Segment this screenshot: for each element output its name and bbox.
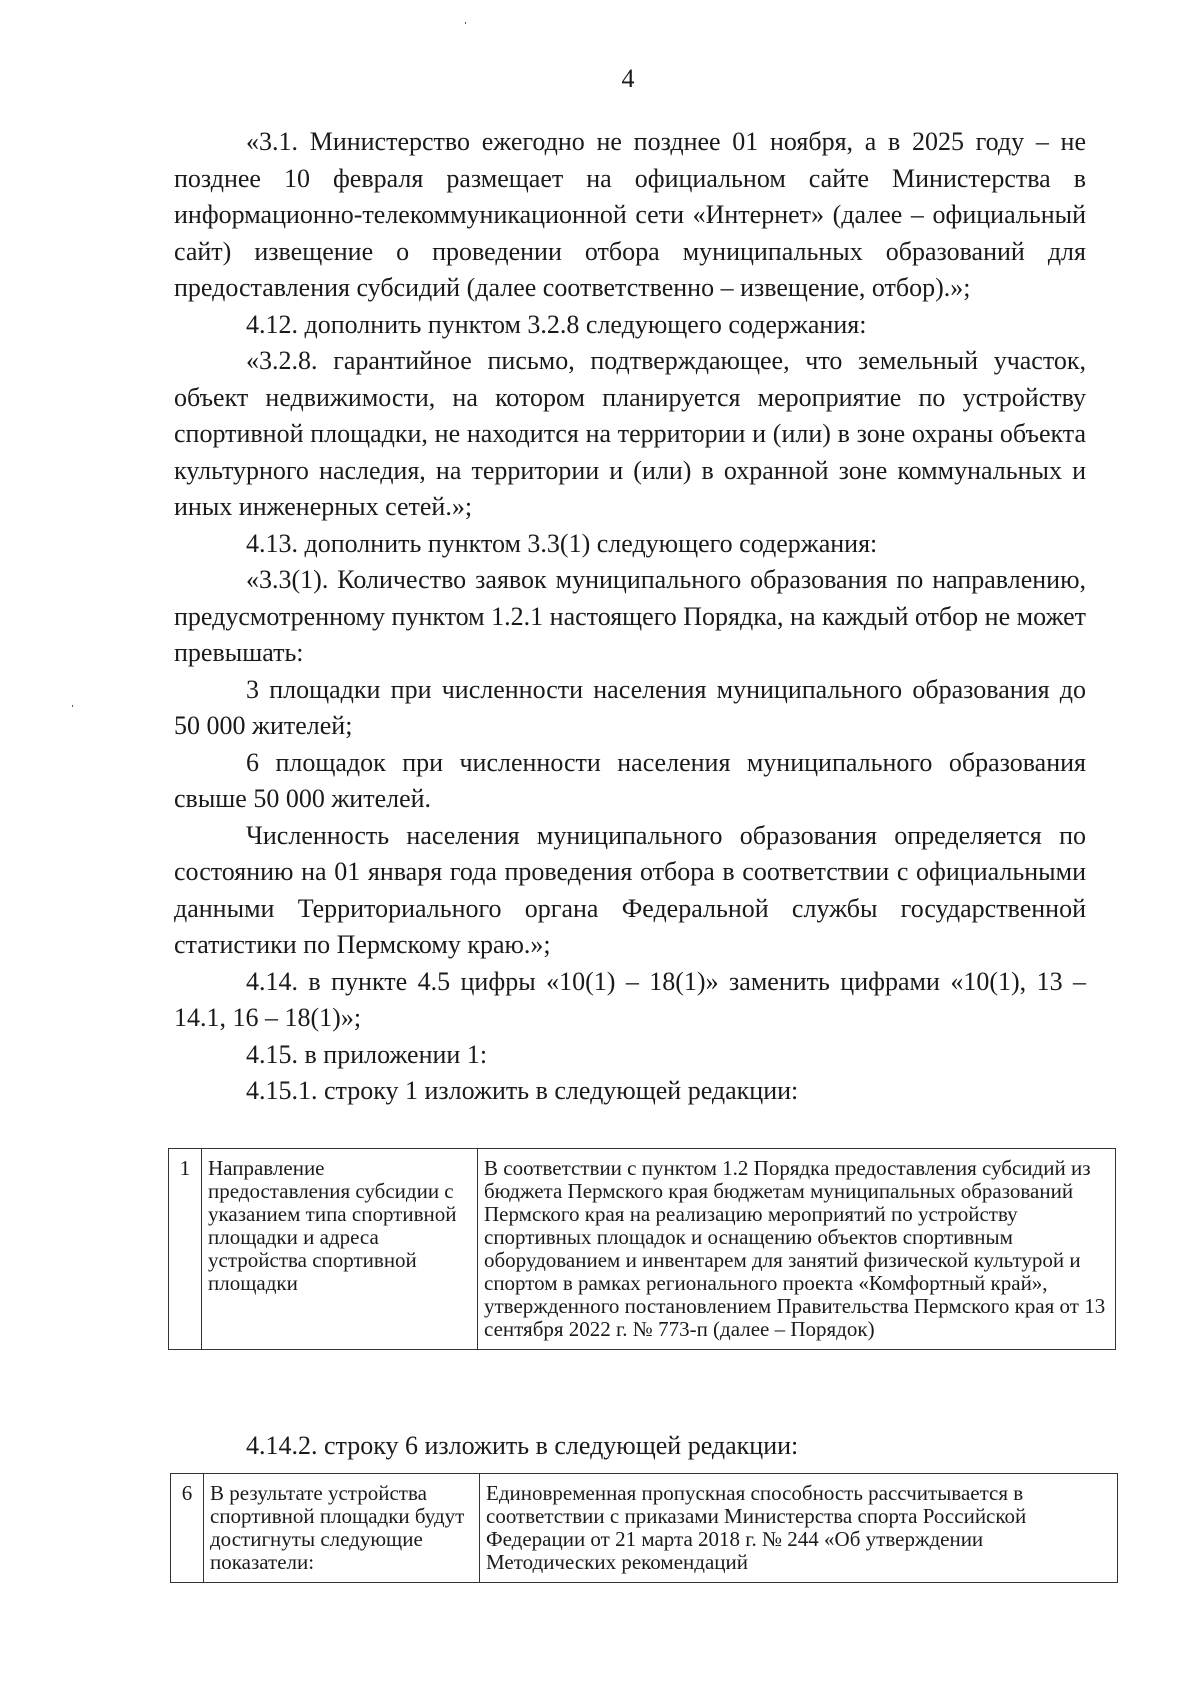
paragraph-3-2-8: «3.2.8. гарантийное письмо, подтверждающее, что земельный участок, объект недвижимости, на котором планируется мероприятие по устройству спортивной площадки, не находится на территории и (или) в зоне охраны объекта культурного наследия, на территории и (или) в охранной зоне коммунальных и иных инженерных сетей.»; [174, 346, 1086, 521]
table-row-6 [170, 1473, 1118, 1583]
row-value-cell: В соответствии с пунктом 1.2 Порядка предоставления субсидий из бюджета Пермского края бюджетам муниципальных образований Пермского края на реализацию мероприятий по устройству спортивных площадок и оснащению объектов спортивным оборудованием и инвентарем для занятий физической культурой и спортом в рамках регионального проекта «Комфортный край», утвержденного постановлением Правительства Пермского края от 13 сентября 2022 г. № 773-п (далее – Порядок) [478, 1149, 1116, 1350]
row-value-cell: Единовременная пропускная способность рассчитывается в соответствии с приказами Министерства спорта Российской Федерации от 21 марта 2018 г. № 244 «Об утверждении Методических рекомендаций [480, 1474, 1118, 1583]
table-row [169, 1149, 1116, 1350]
paragraph-4-12: 4.12. дополнить пунктом 3.2.8 следующего содержания: [246, 309, 867, 339]
paragraph-4-14: 4.14. в пункте 4.5 цифры «10(1) – 18(1)» заменить цифрами «10(1), 13 – 14.1, 16 – 18(1)»; [174, 966, 1086, 1032]
table-row [171, 1474, 1118, 1583]
paragraph-6-sites: 6 площадок при численности населения муниципального образования свыше 50 000 жителей. [174, 747, 1086, 813]
paragraph-3-sites: 3 площадки при численности населения муниципального образования до 50 000 жителей; [174, 674, 1086, 740]
table-row-1 [168, 1148, 1116, 1350]
row-number-cell: 1 [169, 1149, 202, 1350]
paragraph-4-15: 4.15. в приложении 1: [246, 1039, 488, 1069]
row-number-cell: 6 [171, 1474, 204, 1583]
row-label-cell: Направление предоставления субсидии с указанием типа спортивной площадки и адреса устройства спортивной площадки [202, 1149, 478, 1350]
subheading-4-14-2: 4.14.2. строку 6 изложить в следующей редакции: [246, 1431, 799, 1460]
paragraph-3-1: «3.1. Министерство ежегодно не позднее 01 ноября, а в 2025 году – не позднее 10 февраля размещает на официальном сайте Министерства в информационно-телекоммуникационной сети «Интернет» (далее – официальный сайт) извещение о проведении отбора муниципальных образований для предоставления субсидий (далее соответственно – извещение, отбор).»; [174, 127, 1086, 302]
scan-speck [72, 705, 73, 707]
page-number: 4 [621, 64, 635, 93]
document-body [174, 124, 1086, 1110]
paragraph-4-13: 4.13. дополнить пунктом 3.3(1) следующего содержания: [246, 528, 878, 558]
paragraph-population: Численность населения муниципального образования определяется по состоянию на 01 января года проведения отбора в соответствии с официальными данными Территориального органа Федеральной службы государственной статистики по Пермскому краю.»; [174, 820, 1086, 959]
paragraph-3-3-1: «3.3(1). Количество заявок муниципального образования по направлению, предусмотренному пунктом 1.2.1 настоящего Порядка, на каждый отбор не может превышать: [174, 565, 1086, 667]
paragraph-4-15-1: 4.15.1. строку 1 изложить в следующей редакции: [246, 1076, 799, 1105]
row-label-cell: В результате устройства спортивной площадки будут достигнуты следующие показатели: [204, 1474, 480, 1583]
scan-speck [465, 22, 466, 24]
